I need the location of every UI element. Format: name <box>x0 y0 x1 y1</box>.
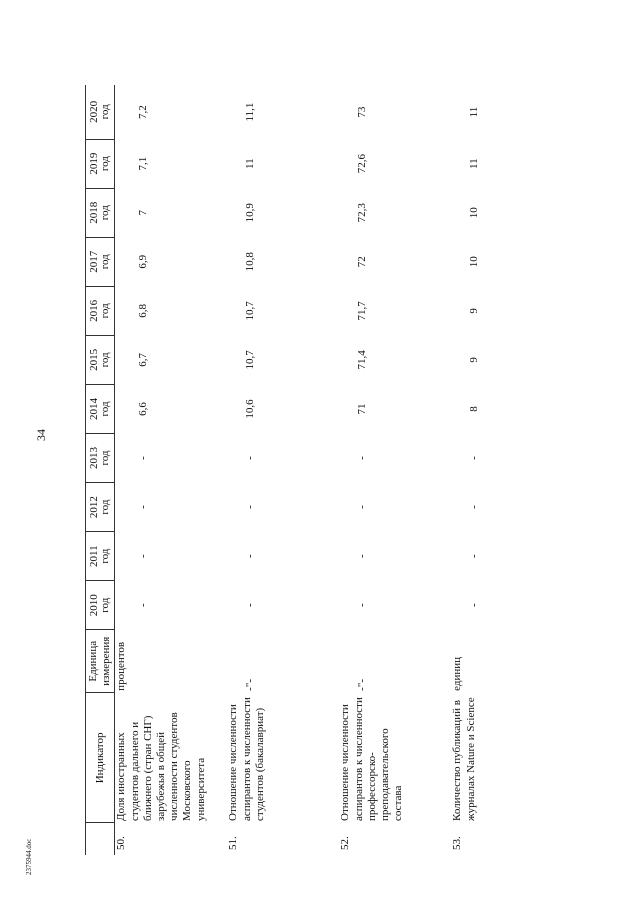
value-cell: - <box>356 456 369 460</box>
value-cell: - <box>356 554 369 558</box>
unit-cell: единиц <box>451 656 464 691</box>
value-cell: 11,1 <box>244 102 257 122</box>
value-cell: 9 <box>468 308 481 314</box>
value-cell: 10 <box>468 207 481 219</box>
value-cell: - <box>137 456 150 460</box>
header-year: 2015 год <box>86 335 115 384</box>
row-number: 50. <box>115 836 128 850</box>
value-cell: 6,7 <box>137 353 150 367</box>
value-cell: 10,7 <box>244 350 257 370</box>
value-cell: 10,9 <box>244 203 257 223</box>
value-cell: 8 <box>468 406 481 412</box>
value-cell: - <box>356 603 369 608</box>
value-cell: 7,1 <box>137 156 150 171</box>
header-year: 2016 год <box>86 286 115 335</box>
header-year: 2013 год <box>86 433 115 482</box>
header-year: 2017 год <box>86 237 115 286</box>
value-cell: 10,8 <box>244 252 257 272</box>
indicator-name: Доля иностранных студентов дальнего и ближнего (стран СНГ) зарубежья в общей численности студентов Московского университета <box>115 712 207 821</box>
indicator-name: Отношение численности аспирантов к численности профессорско-преподавательского состава <box>339 697 405 821</box>
value-cell: - <box>468 505 481 509</box>
row-number: 51. <box>227 836 240 850</box>
value-cell: 72,6 <box>356 154 369 174</box>
value-cell: 10,7 <box>244 301 257 321</box>
value-cell: 72 <box>356 256 369 268</box>
value-cell: 11 <box>468 158 481 169</box>
value-cell: 6,8 <box>137 303 150 318</box>
value-cell: 7 <box>137 209 150 216</box>
document-filename: 2375944.doc <box>25 838 33 875</box>
value-cell: 11 <box>468 106 481 118</box>
unit-cell: -"- <box>356 678 369 691</box>
value-cell: 71,7 <box>356 301 369 321</box>
value-cell: - <box>468 603 481 608</box>
unit-cell: -"- <box>244 678 257 691</box>
indicator-name: Количество публикаций в журналах Nature и Science <box>451 697 477 821</box>
value-cell: 9 <box>468 357 481 363</box>
indicator-table <box>85 85 563 855</box>
row-number: 52. <box>339 836 352 850</box>
value-cell: - <box>137 603 150 608</box>
table-row <box>227 85 339 855</box>
table-row <box>115 85 228 855</box>
value-cell: 10,6 <box>244 399 257 419</box>
value-cell: - <box>137 554 150 558</box>
value-cell: 6,9 <box>137 254 150 269</box>
value-cell: - <box>468 554 481 558</box>
value-cell: 71 <box>356 403 369 415</box>
value-cell: - <box>468 456 481 460</box>
value-cell: - <box>244 603 257 608</box>
table-row <box>339 85 451 855</box>
value-cell: 71,4 <box>356 350 369 370</box>
value-cell: - <box>244 456 257 460</box>
header-year: 2020 год <box>86 85 115 139</box>
value-cell: - <box>137 505 150 509</box>
indicator-name: Отношение численности аспирантов к численности студентов (бакалавриат) <box>227 697 266 821</box>
value-cell: - <box>244 505 257 509</box>
value-cell: 10 <box>468 256 481 268</box>
rotated-table-container <box>85 85 635 855</box>
table-row <box>451 85 563 855</box>
header-year: 2011 год <box>86 532 115 581</box>
value-cell: 7,2 <box>137 105 150 119</box>
header-row <box>86 85 115 855</box>
value-cell: 72,3 <box>356 203 369 223</box>
header-year: 2018 год <box>86 188 115 237</box>
header-indicator: Индикатор <box>86 693 115 823</box>
header-unit: Единица измерения <box>86 630 115 693</box>
page-number: 34 <box>34 429 48 441</box>
value-cell: - <box>244 554 257 558</box>
row-number: 53. <box>451 836 464 850</box>
value-cell: 11 <box>244 158 257 169</box>
header-year: 2012 год <box>86 483 115 532</box>
value-cell: - <box>356 505 369 509</box>
header-year: 2019 год <box>86 139 115 188</box>
header-year: 2010 год <box>86 581 115 630</box>
value-cell: 6,6 <box>137 402 150 416</box>
unit-cell: процентов <box>115 641 128 691</box>
value-cell: 73 <box>356 106 369 118</box>
header-number <box>86 823 115 855</box>
header-year: 2014 год <box>86 384 115 433</box>
